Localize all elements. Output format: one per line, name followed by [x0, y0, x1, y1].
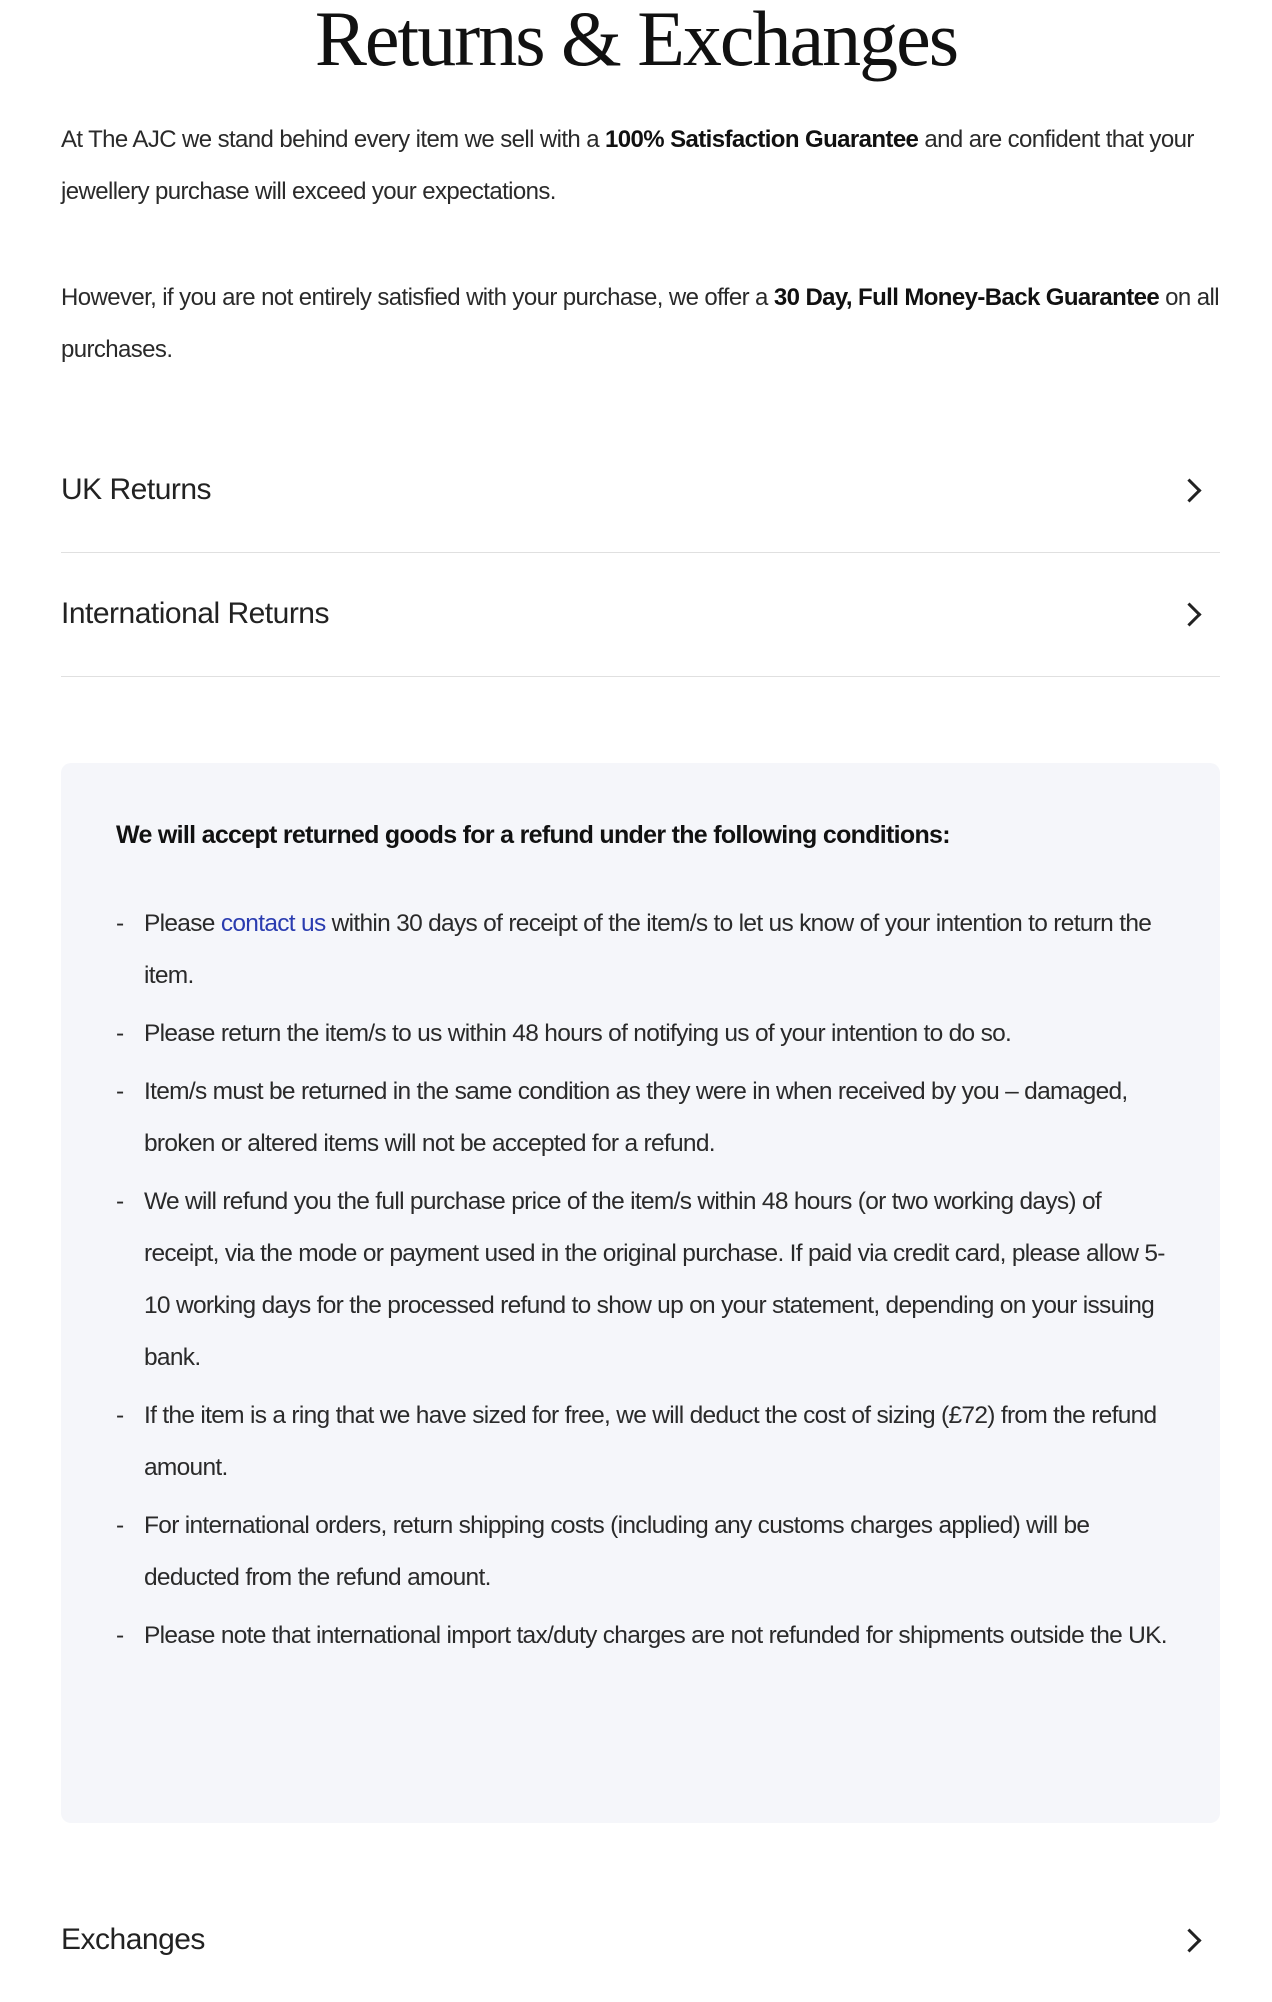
list-item [116, 1390, 1176, 1494]
refund-conditions-panel [61, 763, 1220, 1823]
dash: - [116, 1078, 124, 1105]
intro-text: At The AJC we stand behind every item we sell with a [61, 126, 606, 153]
list-item [116, 1500, 1176, 1604]
chevron-right-icon [1177, 1928, 1201, 1952]
list-item [116, 1008, 1176, 1060]
item-text: Please return the item/s to us within 48 hours of notifying us of your intention to do so. [144, 1020, 1012, 1047]
intro-paragraph-guarantee [61, 114, 1221, 218]
page-title: Returns & Exchanges [314, 0, 958, 82]
item-text: For international orders, return shipping costs (including any customs charges applied) will be deducted from the refund amount. [144, 1512, 1090, 1591]
intro-bold: 30 Day, Full Money-Back Guarantee [773, 284, 1160, 311]
dash: - [116, 1020, 124, 1047]
chevron-right-icon [1177, 478, 1201, 502]
intro-paragraph-money-back [61, 272, 1221, 376]
item-text: Item/s must be returned in the same condition as they were in when received by you – damaged, broken or altered items will not be accepted for a refund. [144, 1078, 1128, 1157]
accordion-international-returns[interactable] [61, 552, 1220, 677]
conditions-list [116, 898, 1176, 1668]
contact-us-link[interactable]: contact us [220, 910, 326, 937]
chevron-right-icon [1177, 602, 1201, 626]
accordion-label: International Returns [61, 597, 329, 630]
intro-text: However, if you are not entirely satisfied with your purchase, we offer a [61, 284, 774, 311]
item-text: Please note that international import tax/duty charges are not refunded for shipments outside the UK. [144, 1622, 1167, 1649]
accordion-label: Exchanges [61, 1923, 205, 1956]
dash: - [116, 910, 124, 937]
item-text: We will refund you the full purchase price of the item/s within 48 hours (or two working days) of receipt, via the mode or payment used in the original purchase. If paid via credit card, please allow 5-10 working days for the processed refund to show up on your statement, depending on your issuing bank. [144, 1188, 1165, 1371]
accordion-label: UK Returns [61, 473, 212, 506]
list-item [116, 1176, 1176, 1384]
accordion-uk-returns[interactable] [61, 428, 1220, 553]
intro-bold: 100% Satisfaction Guarantee [605, 126, 919, 153]
dash: - [116, 1512, 124, 1539]
list-item [116, 1066, 1176, 1170]
intro-text: on all purchases. [61, 284, 1219, 363]
list-item [116, 1610, 1176, 1662]
accordion-exchanges[interactable] [61, 1878, 1220, 2002]
dash: - [116, 1622, 124, 1649]
item-text: If the item is a ring that we have sized for free, we will deduct the cost of sizing (£72) from the refund amount. [144, 1402, 1157, 1481]
item-text: within 30 days of receipt of the item/s to let us know of your intention to return the item. [144, 910, 1152, 989]
dash: - [116, 1402, 124, 1429]
item-text: Please [144, 910, 221, 937]
dash: - [116, 1188, 124, 1215]
list-item [116, 898, 1176, 1002]
conditions-heading: We will accept returned goods for a refund under the following conditions: [116, 821, 950, 849]
intro-text: and are confident that your jewellery purchase will exceed your expectations. [61, 126, 1194, 205]
